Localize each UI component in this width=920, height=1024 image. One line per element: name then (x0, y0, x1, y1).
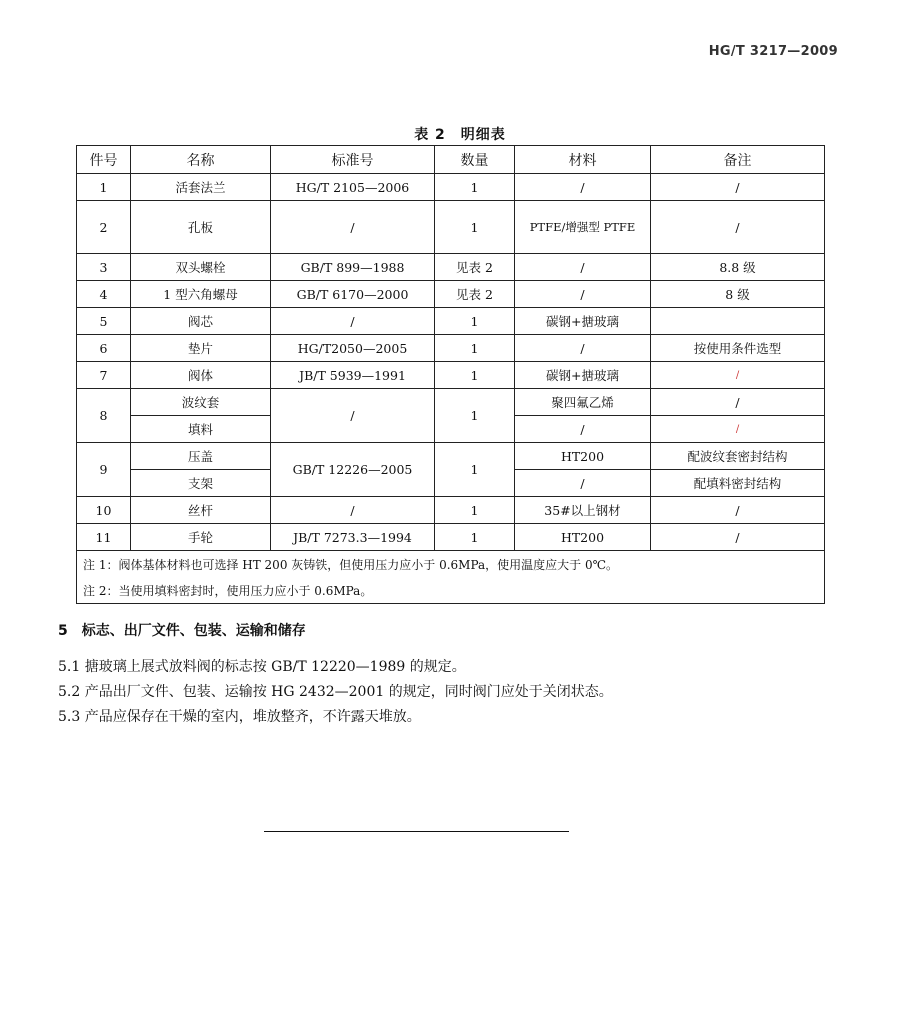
section-heading: 5 标志、出厂文件、包装、运输和储存 (58, 623, 306, 639)
cell-remark: 按使用条件选型 (651, 335, 825, 362)
parts-list-table (76, 145, 825, 604)
table-row (77, 308, 825, 335)
cell-standard: GB/T 12226—2005 (271, 443, 435, 497)
paragraph-5-1: 5.1 搪玻璃上展式放料阀的标志按 GB/T 12220—1989 的规定。 (58, 659, 466, 675)
cell-qty: 1 (435, 497, 515, 524)
table-note-row (77, 577, 825, 604)
cell-material: 聚四氟乙烯 (515, 389, 651, 416)
cell-material: PTFE/增强型 PTFE (515, 201, 651, 254)
cell-remark: / (651, 201, 825, 254)
table-row (77, 174, 825, 201)
cell-name: 填料 (131, 416, 271, 443)
cell-material: HT200 (515, 524, 651, 551)
cell-standard: / (271, 497, 435, 524)
cell-standard: GB/T 6170—2000 (271, 281, 435, 308)
cell-name: 垫片 (131, 335, 271, 362)
cell-name: 阀芯 (131, 308, 271, 335)
table-row (77, 281, 825, 308)
table-row (77, 389, 825, 416)
table-header-row (77, 146, 825, 174)
cell-material: HT200 (515, 443, 651, 470)
cell-name: 孔板 (131, 201, 271, 254)
cell-remark: 8 级 (651, 281, 825, 308)
col-header-qty: 数量 (435, 146, 515, 174)
cell-name: 手轮 (131, 524, 271, 551)
cell-qty: 见表 2 (435, 254, 515, 281)
col-header-no: 件号 (77, 146, 131, 174)
cell-no: 11 (77, 524, 131, 551)
cell-remark (651, 308, 825, 335)
cell-name: 丝杆 (131, 497, 271, 524)
cell-name: 支架 (131, 470, 271, 497)
cell-no: 7 (77, 362, 131, 389)
end-of-document-rule (264, 831, 569, 832)
cell-name: 1 型六角螺母 (131, 281, 271, 308)
cell-no: 9 (77, 443, 131, 497)
cell-qty: 1 (435, 443, 515, 497)
col-header-standard: 标准号 (271, 146, 435, 174)
table-note-1: 注 1：阀体基体材料也可选择 HT 200 灰铸铁，但使用压力应小于 0.6MPa，使用温度应大于 0℃。 (77, 551, 825, 578)
col-header-material: 材料 (515, 146, 651, 174)
cell-remark: 配填料密封结构 (651, 470, 825, 497)
cell-no: 5 (77, 308, 131, 335)
cell-material: 35#以上钢材 (515, 497, 651, 524)
table-row (77, 201, 825, 254)
table-row (77, 362, 825, 389)
table-note-2: 注 2：当使用填料密封时，使用压力应小于 0.6MPa。 (77, 577, 825, 604)
cell-qty: 1 (435, 335, 515, 362)
cell-qty: 1 (435, 524, 515, 551)
cell-no: 1 (77, 174, 131, 201)
cell-name: 活套法兰 (131, 174, 271, 201)
paragraph-5-3: 5.3 产品应保存在干燥的室内，堆放整齐，不许露天堆放。 (58, 709, 421, 725)
cell-material: / (515, 281, 651, 308)
cell-name: 波纹套 (131, 389, 271, 416)
cell-standard: / (271, 201, 435, 254)
cell-standard: / (271, 389, 435, 443)
cell-material: 碳钢+搪玻璃 (515, 308, 651, 335)
cell-standard: JB/T 5939—1991 (271, 362, 435, 389)
cell-qty: 1 (435, 174, 515, 201)
cell-remark: / (651, 497, 825, 524)
cell-standard: / (271, 308, 435, 335)
cell-qty: 1 (435, 389, 515, 443)
cell-name: 双头螺栓 (131, 254, 271, 281)
cell-no: 2 (77, 201, 131, 254)
cell-no: 10 (77, 497, 131, 524)
cell-remark: / (651, 389, 825, 416)
cell-name: 阀体 (131, 362, 271, 389)
cell-remark: / (651, 416, 825, 443)
cell-material: / (515, 470, 651, 497)
table-title: 表 2 明细表 (414, 127, 506, 143)
cell-standard: JB/T 7273.3—1994 (271, 524, 435, 551)
col-header-name: 名称 (131, 146, 271, 174)
cell-no: 8 (77, 389, 131, 443)
table-row (77, 443, 825, 470)
cell-material: / (515, 174, 651, 201)
document-code: HG/T 3217—2009 (708, 44, 838, 59)
cell-no: 6 (77, 335, 131, 362)
cell-standard: HG/T 2105—2006 (271, 174, 435, 201)
cell-standard: GB/T 899—1988 (271, 254, 435, 281)
cell-remark: / (651, 174, 825, 201)
table-row (77, 335, 825, 362)
cell-remark: / (651, 524, 825, 551)
cell-material: 碳钢+搪玻璃 (515, 362, 651, 389)
table-row (77, 254, 825, 281)
cell-remark: 配波纹套密封结构 (651, 443, 825, 470)
cell-standard: HG/T2050—2005 (271, 335, 435, 362)
cell-no: 4 (77, 281, 131, 308)
cell-qty: 1 (435, 362, 515, 389)
cell-no: 3 (77, 254, 131, 281)
col-header-remark: 备注 (651, 146, 825, 174)
table-note-row (77, 551, 825, 578)
cell-remark: / (651, 362, 825, 389)
cell-material: / (515, 416, 651, 443)
cell-qty: 1 (435, 308, 515, 335)
table-row (77, 497, 825, 524)
paragraph-5-2: 5.2 产品出厂文件、包装、运输按 HG 2432—2001 的规定，同时阀门应处于关闭状态。 (58, 684, 613, 700)
cell-material: / (515, 254, 651, 281)
cell-qty: 见表 2 (435, 281, 515, 308)
cell-material: / (515, 335, 651, 362)
cell-remark: 8.8 级 (651, 254, 825, 281)
cell-qty: 1 (435, 201, 515, 254)
table-row (77, 524, 825, 551)
cell-name: 压盖 (131, 443, 271, 470)
